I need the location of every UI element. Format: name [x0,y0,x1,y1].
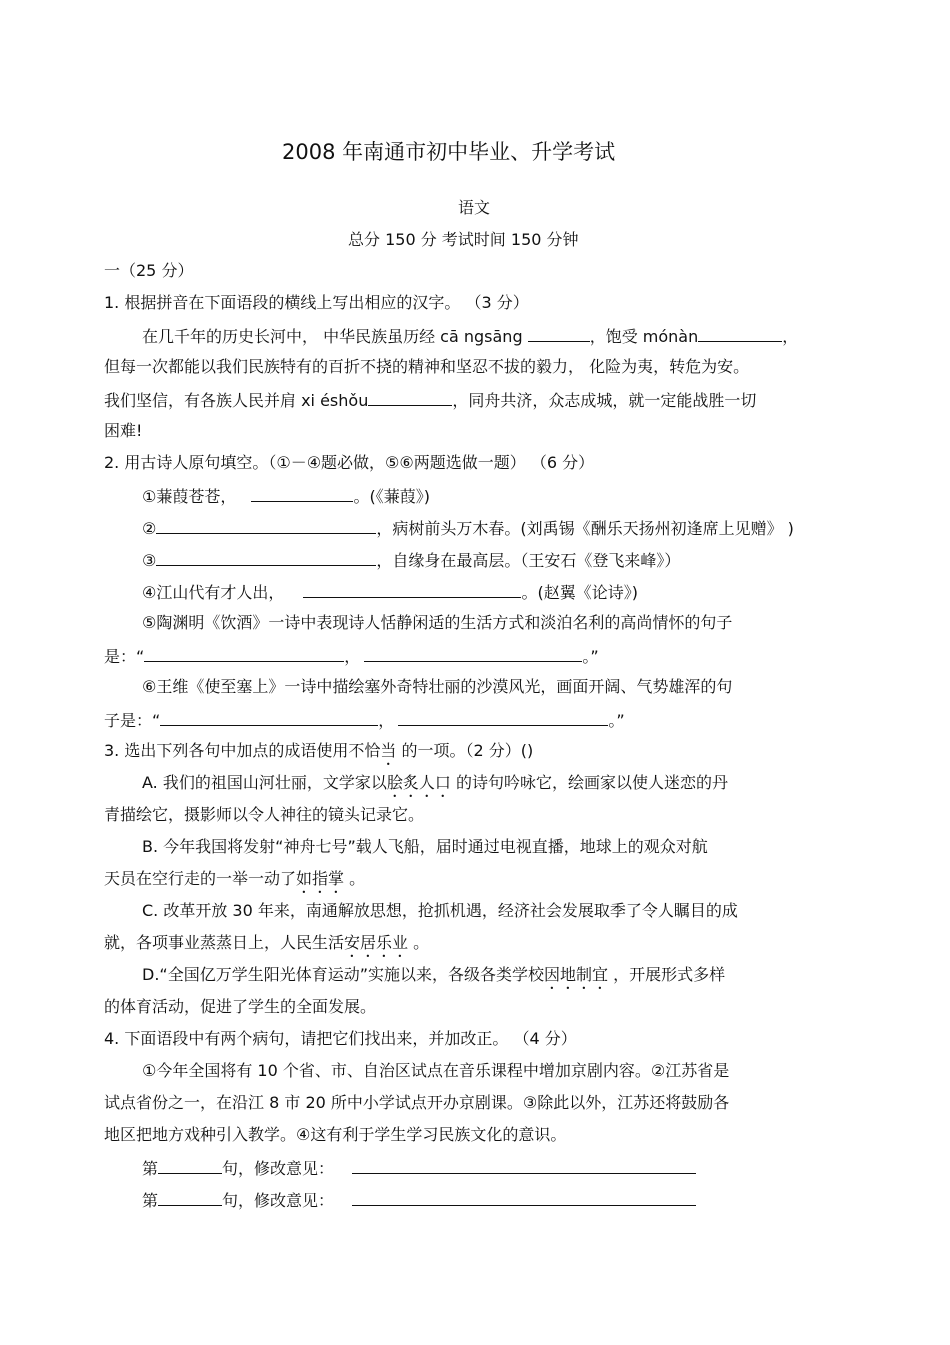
q2-item-4-source: 。(赵翼《论诗》) [521,583,638,602]
exam-info: 总分 150 分 考试时间 150 分钟 [348,230,579,249]
option-d-text: D.“全国亿万学生阳光体育运动”实施以来，各级各类学校 [142,965,544,984]
dotted-idiom: 安居乐业 [344,933,409,952]
q2-item-2-text: ，病树前头万木春。(刘禹锡《酬乐天扬州初逢席上见赠》 ) [376,519,794,538]
q2-item-5-answer [104,644,599,668]
option-a-text: A. 我们的祖国山河壮丽，文学家以 [142,773,387,792]
dotted-idiom: 因地制宜 [544,965,609,984]
option-b-end: 。 [344,869,366,888]
answer-label: 句，修改意见： [222,1159,335,1178]
q2-item-4-text: ④江山代有才人出， [142,583,285,602]
q1-text-1: 在几千年的历史长河中， 中华民族虽历经 cā ngsāng [142,327,523,346]
dotted-word: 当 [380,741,397,760]
q3-option-b-cont [104,868,365,897]
q3-option-c: C. 改革开放 30 年来，南通解放思想，抢抓机遇，经济社会发展取季了令人瞩目的成 [142,901,738,920]
q4-para-3: 地区把地方戏种引入教学。④这有利于学生学习民族文化的意识。 [104,1125,567,1144]
q2-item-3-text: ，自缘身在最高层。（王安石《登飞来峰》） [376,551,681,570]
comma: ， [378,711,395,730]
q3-option-d-cont: 的体育活动，促进了学生的全面发展。 [104,997,377,1016]
q2-item-1 [142,484,430,508]
revision-blank[interactable] [352,1156,696,1174]
q2-item-5: ⑤陶渊明《饮酒》一诗中表现诗人恬静闲适的生活方式和淡泊名利的高尚情怀的句子 [142,613,733,632]
answer-blank[interactable] [303,580,521,598]
q4-para-2: 试点省份之一，在沿江 8 市 20 所中小学试点开办京剧课。③除此以外，江苏还将鼓励各 [104,1093,730,1112]
option-b-text: 天员在空行走的一举一动了 [104,869,297,888]
answer-blank[interactable] [144,644,344,662]
q2-item-5-prefix: 是：“ [104,647,145,666]
q3-option-a-cont: 青描绘它，摄影师以令人神往的镜头记录它。 [104,805,425,824]
q1-line2: 但每一次都能以我们民族特有的百折不挠的精神和坚忍不拔的毅力， 化险为夷，转危为安。 [104,357,750,376]
answer-blank[interactable] [364,644,582,662]
comma: ， [344,647,361,666]
dotted-idiom: 脍炙人口 [386,773,451,792]
option-a-text-2: 的诗句吟咏它，绘画家以使人迷恋的丹 [450,773,728,792]
sentence-number-blank[interactable] [158,1156,222,1174]
answer-blank[interactable] [156,548,376,566]
q2-item-6-end: 。” [608,711,625,730]
q2-item-6: ⑥王维《使至塞上》一诗中描绘塞外奇特壮丽的沙漠风光，画面开阔、气势雄浑的句 [142,677,733,696]
answer-prefix: 第 [142,1159,159,1178]
q2-item-2 [142,516,794,540]
answer-blank[interactable] [160,708,378,726]
q2-item-2-num: ② [142,519,157,538]
answer-blank[interactable] [528,324,590,342]
q4-para-1: ①今年全国将有 10 个省、市、自治区试点在音乐课程中增加京剧内容。②江苏省是 [142,1061,730,1080]
dotted-idiom: 如指掌 [296,869,345,888]
q1-text-1c: ， [782,327,799,346]
exam-title: 2008 年南通市初中毕业、升学考试 [282,140,616,164]
q1-line1 [142,324,798,348]
q4-answer-2 [142,1188,696,1212]
answer-blank[interactable] [156,516,376,534]
q2-item-6-prefix: 子是：“ [104,711,161,730]
q2-stem: 2. 用古诗人原句填空。（①－④题必做，⑤⑥两题选做一题） （6 分） [104,453,595,472]
q1-text-3a: 我们坚信，有各族人民并肩 xi éshǒu [104,391,369,410]
answer-prefix: 第 [142,1191,159,1210]
answer-blank[interactable] [398,708,608,726]
answer-blank[interactable] [251,484,353,502]
answer-blank[interactable] [698,324,782,342]
option-c-end: 。 [408,933,430,952]
q1-text-3b: ，同舟共济，众志成城，就一定能战胜一切 [452,391,757,410]
revision-blank[interactable] [352,1188,696,1206]
q2-item-3-num: ③ [142,551,157,570]
q2-item-4 [142,580,638,604]
section-heading: 一（25 分） [104,261,194,280]
q4-answer-1 [142,1156,696,1180]
q3-option-d [142,964,725,993]
q2-item-6-answer [104,708,625,732]
sentence-number-blank[interactable] [158,1188,222,1206]
q3-option-c-cont [104,932,429,961]
q3-option-a [142,772,728,801]
answer-label: 句，修改意见： [222,1191,335,1210]
subject-label: 语文 [458,198,491,217]
q2-item-3 [142,548,680,572]
q1-line3 [104,388,756,412]
q3-stem-text: 3. 选出下列各句中加点的成语使用不恰 [104,741,381,760]
option-c-text: 就，各项事业蒸蒸日上，人民生活 [104,933,345,952]
q3-option-b: B. 今年我国将发射“神舟七号”载人飞船，届时通过电视直播，地球上的观众对航 [142,837,708,856]
q3-stem [104,740,533,769]
q3-stem-text-2: 的一项。（2 分）() [396,741,534,760]
q2-item-5-end: 。” [582,647,599,666]
q2-item-1-source: 。(《蒹葭》) [353,487,430,506]
q1-stem: 1. 根据拼音在下面语段的横线上写出相应的汉字。 （3 分） [104,293,529,312]
option-d-text-2: ，开展形式多样 [608,965,726,984]
q1-text-1b: ，饱受 mónàn [589,327,699,346]
q2-item-1-text: ①蒹葭苍苍， [142,487,237,506]
q4-stem: 4. 下面语段中有两个病句，请把它们找出来，并加改正。 （4 分） [104,1029,577,1048]
q1-line4: 困难! [104,421,143,440]
answer-blank[interactable] [368,388,452,406]
